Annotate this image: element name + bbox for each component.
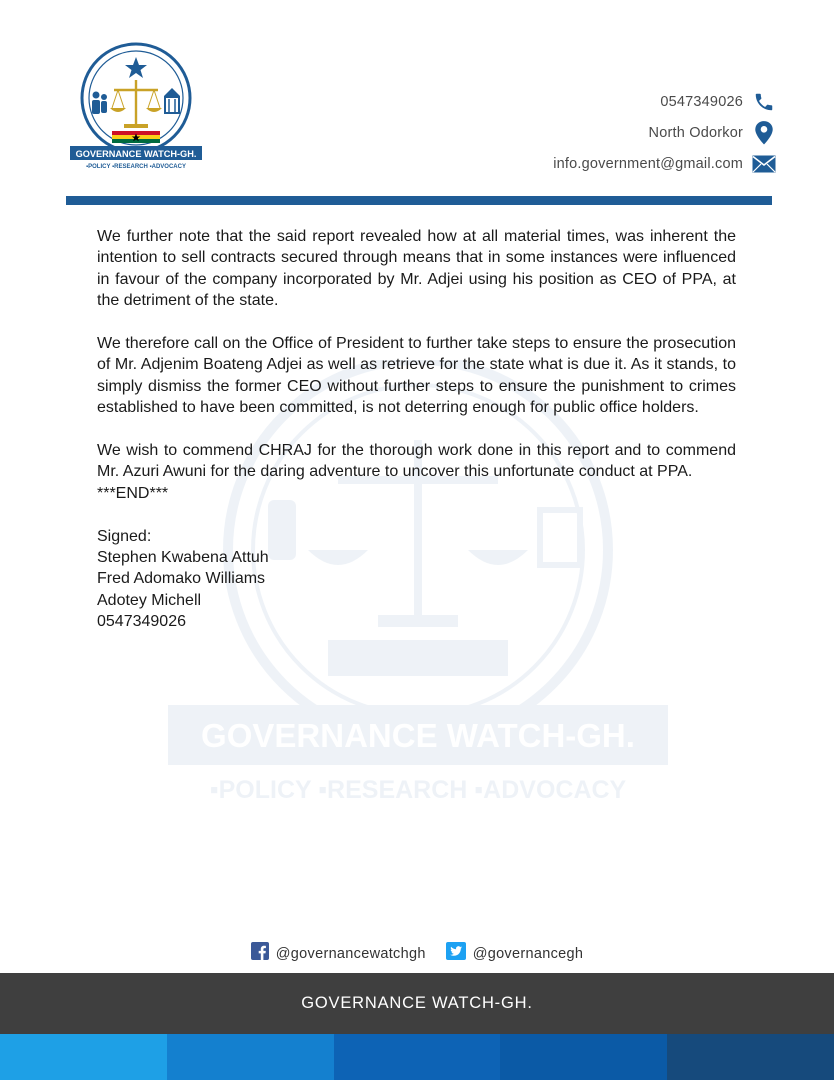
letter-body bbox=[97, 226, 736, 633]
watermark-org-name: GOVERNANCE WATCH-GH. bbox=[201, 717, 635, 754]
watermark-tagline: ▪POLICY ▪RESEARCH ▪ADVOCACY bbox=[209, 776, 627, 804]
paragraph-2: We therefore call on the Office of President to further take steps to ensure the prosecution of Mr. Adjenim Boateng Adjei as well as retrieve for the state what is due it. As it stands, to simply dismiss the former CEO without further steps to ensure the punishment to crimes established to have been committed, is not deterring enough for public office holders. bbox=[97, 335, 736, 417]
location-text: North Odorkor bbox=[648, 124, 743, 141]
email-text: info.government@gmail.com bbox=[553, 155, 743, 172]
signatory-1: Stephen Kwabena Attuh bbox=[97, 549, 269, 567]
location-pin-icon bbox=[752, 121, 776, 145]
contact-phone bbox=[553, 86, 776, 117]
facebook-icon bbox=[251, 942, 269, 965]
contact-email bbox=[553, 148, 776, 179]
stripe-1 bbox=[0, 1034, 167, 1080]
logo-org-name: GOVERNANCE WATCH-GH. bbox=[75, 149, 197, 159]
stripe-4 bbox=[500, 1034, 667, 1080]
paragraph-1: We further note that the said report revealed how at all material times, was inherent the intention to sell contracts secured through means that in some instances were influenced in favour of the company incorporated by Mr. Adjei using his position as CEO of PPA, at the detriment of the state. bbox=[97, 228, 736, 310]
header-divider bbox=[66, 196, 772, 205]
signed-label: Signed: bbox=[97, 527, 152, 545]
twitter-handle-text: @governancegh bbox=[472, 945, 584, 962]
stripe-2 bbox=[167, 1034, 334, 1080]
phone-text: 0547349026 bbox=[660, 93, 743, 110]
facebook-handle[interactable] bbox=[251, 942, 426, 965]
logo-tagline: ▪POLICY ▪RESEARCH ▪ADVOCACY bbox=[86, 164, 186, 170]
footer-stripes bbox=[0, 1034, 834, 1080]
contact-location bbox=[553, 117, 776, 148]
contact-block bbox=[553, 86, 776, 179]
signatory-phone: 0547349026 bbox=[97, 613, 186, 631]
signatory-3: Adotey Michell bbox=[97, 591, 202, 609]
signatory-2: Fred Adomako Williams bbox=[97, 570, 266, 588]
stripe-5 bbox=[667, 1034, 834, 1080]
twitter-icon bbox=[446, 942, 466, 965]
twitter-handle[interactable] bbox=[446, 942, 584, 965]
mail-icon bbox=[752, 152, 776, 176]
paragraph-3: We wish to commend CHRAJ for the thorough work done in this report and to commend Mr. Azuri Awuni for the daring adventure to uncover this unfortunate conduct at PPA. bbox=[97, 442, 736, 481]
stripe-3 bbox=[334, 1034, 501, 1080]
footer-title: GOVERNANCE WATCH-GH. bbox=[301, 994, 533, 1012]
phone-icon bbox=[752, 90, 776, 114]
org-logo bbox=[68, 40, 204, 172]
footer-bar bbox=[0, 973, 834, 1034]
end-marker: ***END*** bbox=[97, 484, 169, 502]
facebook-handle-text: @governancewatchgh bbox=[275, 945, 426, 962]
social-handles bbox=[0, 942, 834, 965]
